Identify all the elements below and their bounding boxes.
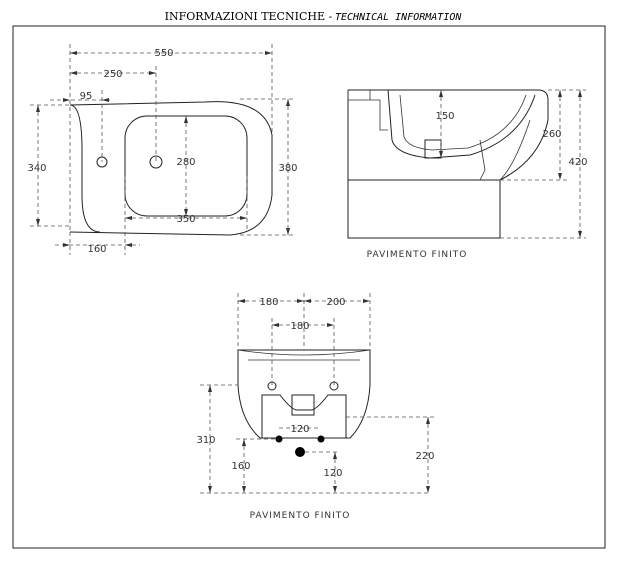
front-view	[196, 293, 435, 521]
dim-550-label: 550	[154, 48, 174, 59]
top-view-outer-outline	[70, 102, 272, 235]
water-inlet-right	[318, 436, 325, 443]
dim-220-label: 220	[415, 451, 435, 462]
title-english: TECHNICAL INFORMATION	[334, 12, 462, 23]
dim-310-label: 310	[196, 435, 216, 446]
side-view-outline	[348, 90, 500, 238]
drain-outlet	[295, 447, 305, 457]
front-view-floor-label: PAVIMENTO FINITO	[249, 511, 351, 521]
dim-120-top-label: 120	[290, 424, 310, 435]
front-view-drain	[292, 395, 314, 415]
side-view-rim	[348, 90, 548, 180]
dim-380-label: 380	[278, 163, 298, 174]
dim-260-label: 260	[542, 129, 562, 140]
side-view-bowl	[388, 90, 535, 158]
dim-150-label: 150	[435, 111, 455, 122]
dim-280-label: 280	[176, 157, 196, 168]
side-view-floor-label: PAVIMENTO FINITO	[366, 250, 468, 260]
dim-180-inner-label: 180	[290, 321, 310, 332]
side-view	[348, 90, 588, 260]
title-italian: INFORMAZIONI TECNICHE -	[164, 10, 333, 23]
top-view-rear-edge	[70, 105, 100, 232]
side-view-drain	[425, 140, 441, 158]
dim-120-bottom-label: 120	[323, 468, 343, 479]
dim-350-label: 350	[176, 214, 196, 225]
dim-180-left-label: 180	[259, 297, 279, 308]
dim-200-label: 200	[326, 297, 346, 308]
dim-160-label: 160	[231, 461, 251, 472]
dim-160-label: 160	[87, 244, 107, 255]
dim-420-label: 420	[568, 157, 588, 168]
dim-340-label: 340	[27, 163, 47, 174]
top-view	[27, 44, 297, 255]
dim-95-label: 95	[79, 91, 93, 102]
dim-250-label: 250	[103, 69, 123, 80]
